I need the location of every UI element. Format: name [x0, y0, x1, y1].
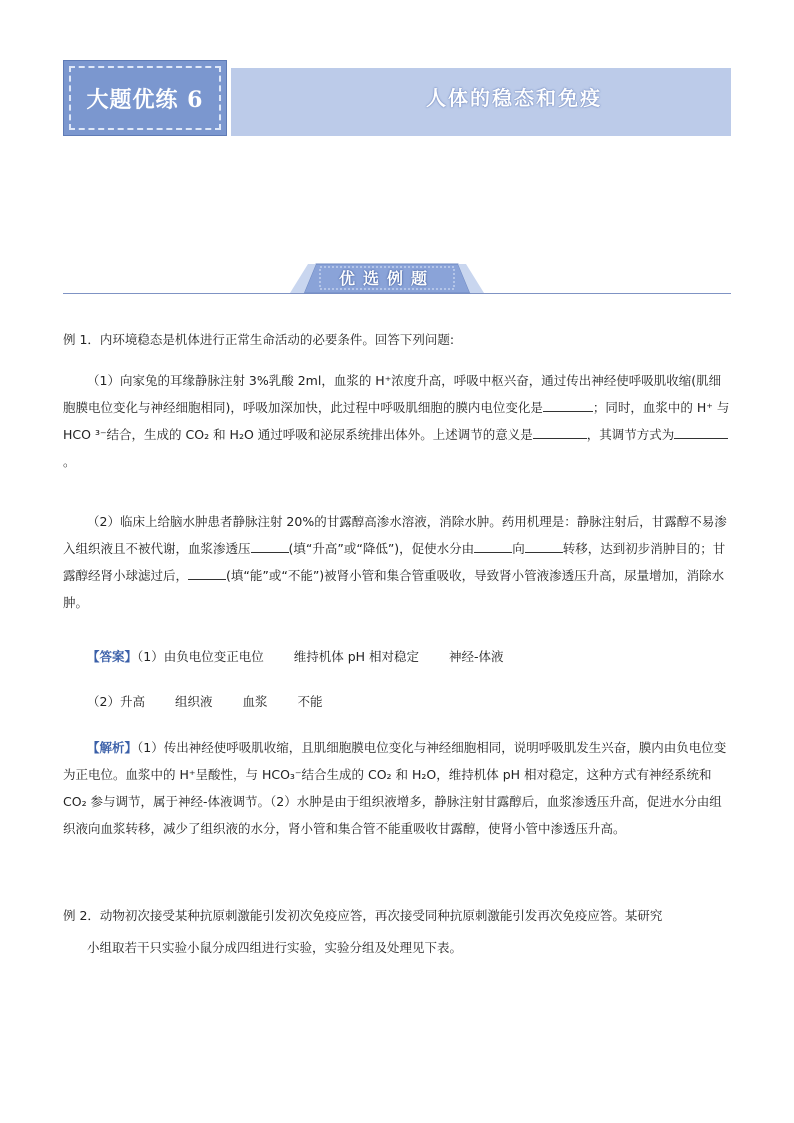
answer-blank[interactable] — [525, 540, 563, 553]
answer-item: 组织液 — [174, 694, 213, 709]
question-2-line-2: 小组取若干只实验小鼠分成四组进行实验，实验分组及处理见下表。 — [87, 940, 463, 955]
answer-item: 维持机体 pH 相对稳定 — [293, 649, 420, 664]
banner-badge-frame — [69, 66, 221, 130]
q1-p2-text-d: 转移，达到初步消肿目的；甘露醇经肾小球滤过后， — [63, 541, 726, 583]
analysis-tag: 【解析】 — [87, 740, 138, 755]
question-1-part-1 — [63, 367, 731, 475]
q1-p1-text-a: （1）向家兔的耳缘静脉注射 3%乳酸 2ml，血浆的 H⁺浓度升高，呼吸中枢兴奋，通过传出神经使呼吸肌收缩(肌细胞膜电位变化与神经细胞相同)，呼吸加深加快，此过程中呼吸肌细胞的膜内电位变化是 — [63, 373, 722, 415]
q1-p1-text-c: ，其调节方式为 — [586, 427, 675, 442]
answer-blank[interactable] — [674, 426, 728, 439]
answer-item: 神经-体液 — [449, 649, 504, 664]
answer-row-1 — [63, 643, 731, 670]
page-title: 人体的稳态和免疫 — [426, 86, 602, 110]
q1-p2-text-c: 向 — [512, 541, 525, 556]
section-tab — [290, 260, 484, 296]
q1-p2-text-e: (填“能”或“不能”)被肾小管和集合管重吸收，导致肾小管液渗透压升高，尿量增加，消除水肿。 — [63, 568, 725, 610]
answer-item: （2）升高 — [87, 694, 145, 709]
analysis-block — [63, 734, 731, 842]
answer-blank[interactable] — [188, 567, 226, 580]
answer-row-2 — [63, 688, 731, 715]
answer-item: （1）由负电位变正电位 — [137, 649, 264, 664]
section-label: 优选例题 — [338, 269, 435, 288]
banner-divider — [227, 60, 231, 136]
analysis-text: （1）传出神经使呼吸肌收缩，且肌细胞膜电位变化与神经细胞相同，说明呼吸肌发生兴奋，膜内由负电位变为正电位。血浆中的 H⁺呈酸性，与 HCO₃⁻结合生成的 CO₂ 和 H₂O，维持机体 pH 相对稳定，这种方式有神经系统和 CO₂ 参与调节，属于神经-体液调节。（2）水肿是由于组织液增多，静脉注射甘露醇后，血浆渗透压升高，促进水分由组织液向血浆转移，减少了组织液的水分，肾小管和集合管不能重吸收甘露醇，使肾小管中渗透压升高。 — [63, 740, 727, 836]
q1-p2-text-b: (填“升高”或“降低”)，促使水分由 — [288, 541, 475, 556]
answer-blank[interactable] — [251, 540, 289, 553]
question-1-stem: 例 1．内环境稳态是机体进行正常生命活动的必要条件。回答下列问题: — [63, 332, 455, 347]
badge-label: 大题优练 6 — [86, 86, 204, 113]
q1-p1-text-b: ；同时，血浆中的 H⁺ 与 HCO ³⁻结合，生成的 CO₂ 和 H₂O 通过呼吸和泌尿系统排出体外。上述调节的意义是 — [63, 400, 730, 442]
q1-p1-text-d: 。 — [63, 454, 76, 469]
answer-blank[interactable] — [543, 399, 593, 412]
answer-item: 不能 — [297, 694, 323, 709]
banner-title-bar — [227, 68, 731, 136]
header-banner — [63, 60, 731, 136]
banner-badge — [63, 60, 227, 136]
q1-p2-text-a: （2）临床上给脑水肿患者静脉注射 20%的甘露醇高渗水溶液，消除水肿。药用机理是：静脉注射后，甘露醇不易渗入组织液且不被代谢，血浆渗透压 — [63, 514, 727, 556]
answer-tag: 【答案】 — [87, 649, 138, 664]
answer-item: 血浆 — [242, 694, 268, 709]
question-1-part-2 — [63, 508, 731, 616]
answer-blank[interactable] — [533, 426, 587, 439]
question-2-line-1: 例 2．动物初次接受某种抗原刺激能引发初次免疫应答，再次接受同种抗原刺激能引发再次免疫应答。某研究 — [63, 908, 663, 923]
answer-blank[interactable] — [474, 540, 512, 553]
